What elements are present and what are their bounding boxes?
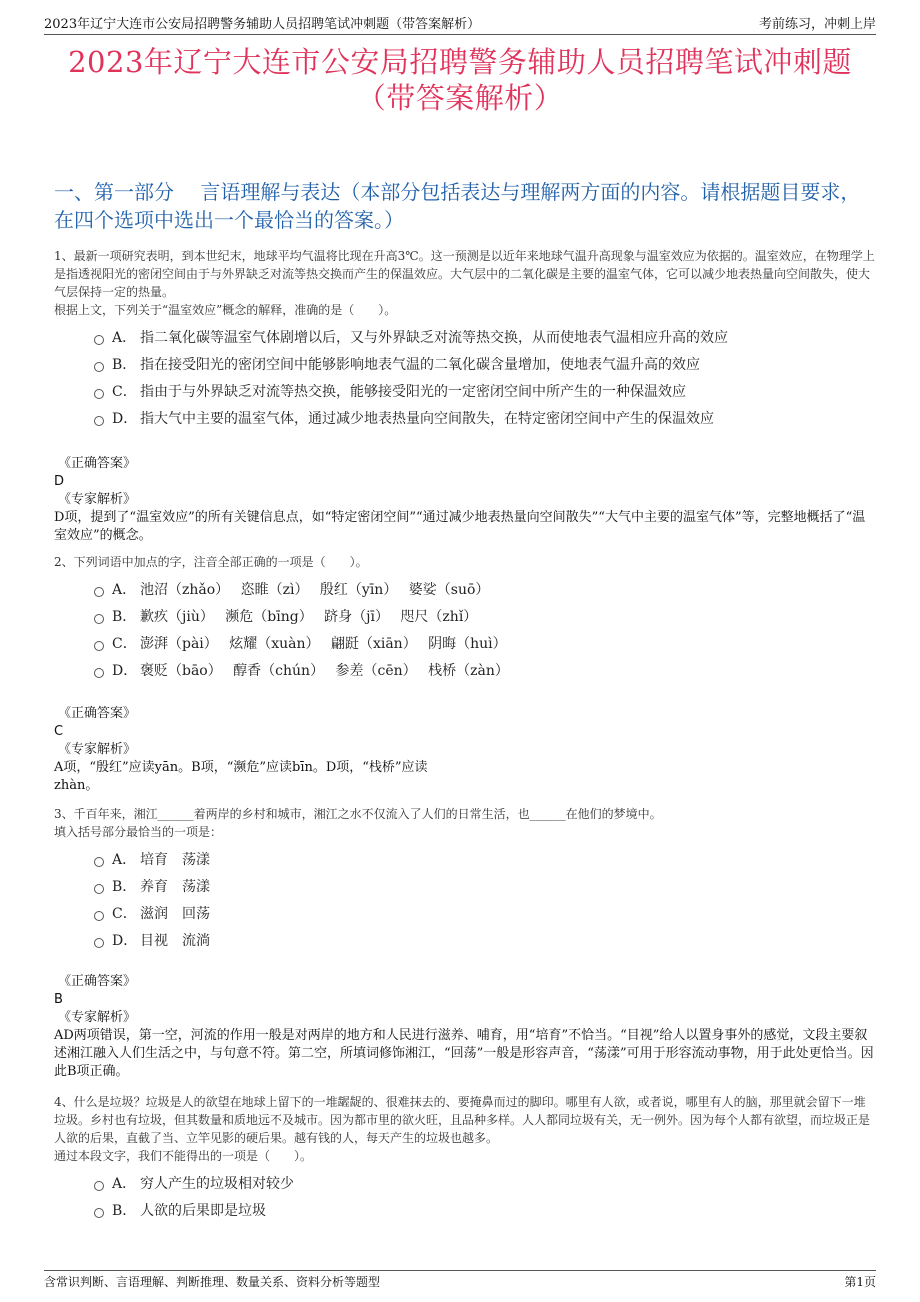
option-letter: D． [112,662,138,679]
option-b[interactable] [94,1196,876,1223]
answer-block [54,455,876,545]
question-3 [54,805,876,1081]
option-text: 养育 荡漾 [140,878,210,895]
option-letter: B． [112,878,137,895]
option-d[interactable] [94,656,876,683]
header-slogan: 考前练习，冲刺上岸 [758,17,876,32]
radio-icon[interactable] [94,614,104,624]
option-letter: C． [112,635,137,652]
answer-value: C [54,724,64,739]
question-stem: 1、最新一项研究表明，到本世纪末，地球平均气温将比现在升高3℃。这一预测是以近年来地球气温升高现象与温室效应为依据的。温室效应，在物理学上是指透视阳光的密闭空间由于与外界缺乏对流等热交换而产生的保温效应。大气层中的二氧化碳是主要的温室气体，它可以减少地表热量向空间散失，使大气层保持一定的热量。 [54,249,875,299]
question-4 [54,1093,876,1223]
page-number: 第1页 [844,1275,876,1289]
radio-icon[interactable] [94,587,104,597]
answer-label: 《正确答案》 [58,706,137,721]
page-footer [44,1270,876,1290]
option-list [94,1169,876,1223]
option-text: 培育 荡漾 [140,851,210,868]
radio-icon[interactable] [94,362,104,372]
header-doc-title: 2023年辽宁大连市公安局招聘警务辅助人员招聘笔试冲刺题（带答案解析） [44,17,481,32]
option-letter: A． [112,329,137,346]
radio-icon[interactable] [94,857,104,867]
section-heading: 一、第一部分 言语理解与表达（本部分包括表达与理解两方面的内容。请根据题目要求，在四个选项中选出一个最恰当的答案。） [54,180,861,232]
questions-list [54,247,876,1223]
option-a[interactable] [94,575,876,602]
option-letter: A． [112,851,137,868]
answer-block [54,705,876,795]
option-text: 穷人产生的垃圾相对较少 [140,1175,294,1192]
analysis-text: A项，“殷红”应读yān。B项，“濒危”应读bīn。D项，“栈桥”应读zhàn。 [54,760,428,793]
option-letter: A． [112,581,137,598]
option-d[interactable] [94,926,876,953]
option-letter: C． [112,905,137,922]
option-text: 指大气中主要的温室气体，通过减少地表热量向空间散失，在特定密闭空间中产生的保温效应 [140,410,714,427]
answer-block [54,973,876,1081]
option-text: 池沼（zhǎo） 恣睢（zì） 殷红（yīn） 婆娑（suō） [140,581,490,598]
option-letter: D． [112,932,138,949]
title-line-1: 2023年辽宁大连市公安局招聘警务辅助人员招聘笔试冲刺题 [68,45,852,79]
option-letter: C． [112,383,137,400]
question-prompt: 填入括号部分最恰当的一项是： [54,825,223,839]
option-letter: B． [112,356,137,373]
option-text: 澎湃（pài） 炫耀（xuàn） 翩跹（xiān） 阴晦（huì） [140,635,507,652]
option-c[interactable] [94,377,876,404]
radio-icon[interactable] [94,416,104,426]
option-b[interactable] [94,350,876,377]
option-list [94,323,876,431]
page-header [44,12,876,35]
radio-icon[interactable] [94,911,104,921]
answer-value: B [54,992,63,1007]
radio-icon[interactable] [94,389,104,399]
option-text: 滋润 回荡 [140,905,210,922]
option-text: 歉疚（jiù） 濒危（bīng） 跻身（jī） 咫尺（zhǐ） [140,608,478,625]
title-line-2: （带答案解析） [356,81,564,115]
option-text: 指在接受阳光的密闭空间中能够影响地表气温的二氧化碳含量增加，使地表气温升高的效应 [140,356,700,373]
option-letter: B． [112,608,137,625]
question-stem: 3、千百年来，湘江______着两岸的乡村和城市，湘江之水不仅流入了人们的日常生活，也______在他们的梦境中。 [54,807,662,821]
option-a[interactable] [94,323,876,350]
question-2 [54,553,876,795]
option-b[interactable] [94,872,876,899]
question-1 [54,247,876,545]
option-a[interactable] [94,1169,876,1196]
option-text: 目视 流淌 [140,932,210,949]
option-d[interactable] [94,404,876,431]
analysis-text: D项，提到了“温室效应”的所有关键信息点，如“特定密闭空间”“通过减少地表热量向空间散失”“大气中主要的温室气体”等，完整地概括了“温室效应”的概念。 [54,510,866,543]
option-text: 指由于与外界缺乏对流等热交换，能够接受阳光的一定密闭空间中所产生的一种保温效应 [140,383,686,400]
radio-icon[interactable] [94,1208,104,1218]
analysis-label: 《专家解析》 [58,492,137,507]
option-text: 指二氧化碳等温室气体剧增以后，又与外界缺乏对流等热交换，从而使地表气温相应升高的效应 [140,329,728,346]
radio-icon[interactable] [94,938,104,948]
document-title [40,44,880,116]
radio-icon[interactable] [94,335,104,345]
question-prompt: 根据上文，下列关于“温室效应”概念的解释，准确的是（ ）。 [54,303,397,317]
option-text: 人欲的后果即是垃圾 [140,1202,266,1219]
answer-value: D [54,474,65,489]
radio-icon[interactable] [94,668,104,678]
option-text: 褒贬（bāo） 醇香（chún） 参差（cēn） 栈桥（zàn） [140,662,509,679]
radio-icon[interactable] [94,641,104,651]
option-list [94,845,876,953]
option-letter: A． [112,1175,137,1192]
option-c[interactable] [94,899,876,926]
answer-label: 《正确答案》 [58,974,137,989]
answer-label: 《正确答案》 [58,456,137,471]
option-c[interactable] [94,629,876,656]
option-b[interactable] [94,602,876,629]
radio-icon[interactable] [94,1181,104,1191]
radio-icon[interactable] [94,884,104,894]
analysis-label: 《专家解析》 [58,1010,137,1025]
question-stem: 2、下列词语中加点的字，注音全部正确的一项是（ ）。 [54,555,368,569]
question-prompt: 通过本段文字，我们不能得出的一项是（ ）。 [54,1149,313,1163]
option-list [94,575,876,683]
question-stem: 4、什么是垃圾？垃圾是人的欲望在地球上留下的一堆龌龊的、很难抹去的、要掩鼻而过的脚印。哪里有人欲，或者说，哪里有人的脑，那里就会留下一堆垃圾。乡村也有垃圾，但其数量和质地远不及城市。因为都市里的欲火旺，且品种多样。人人都同垃圾有关，无一例外。因为每个人都有欲望，而垃圾正是人欲的后果，直截了当、立竿见影的硬后果。越有钱的人，每天产生的垃圾也越多。 [54,1095,871,1145]
analysis-text: AD两项错误，第一空，河流的作用一般是对两岸的地方和人民进行滋养、哺育，用“培育”不恰当。“目视”给人以置身事外的感觉，文段主要叙述湘江融入人们生活之中，与句意不符。第二空，所填词修饰湘江，“回荡”一般是形容声音，“荡漾”可用于形容流动事物，用于此处更恰当。因此B项正确。 [54,1028,874,1079]
option-letter: B． [112,1202,137,1219]
footer-note: 含常识判断、言语理解、判断推理、数量关系、资料分析等题型 [44,1275,381,1289]
option-letter: D． [112,410,138,427]
analysis-label: 《专家解析》 [58,742,137,757]
option-a[interactable] [94,845,876,872]
